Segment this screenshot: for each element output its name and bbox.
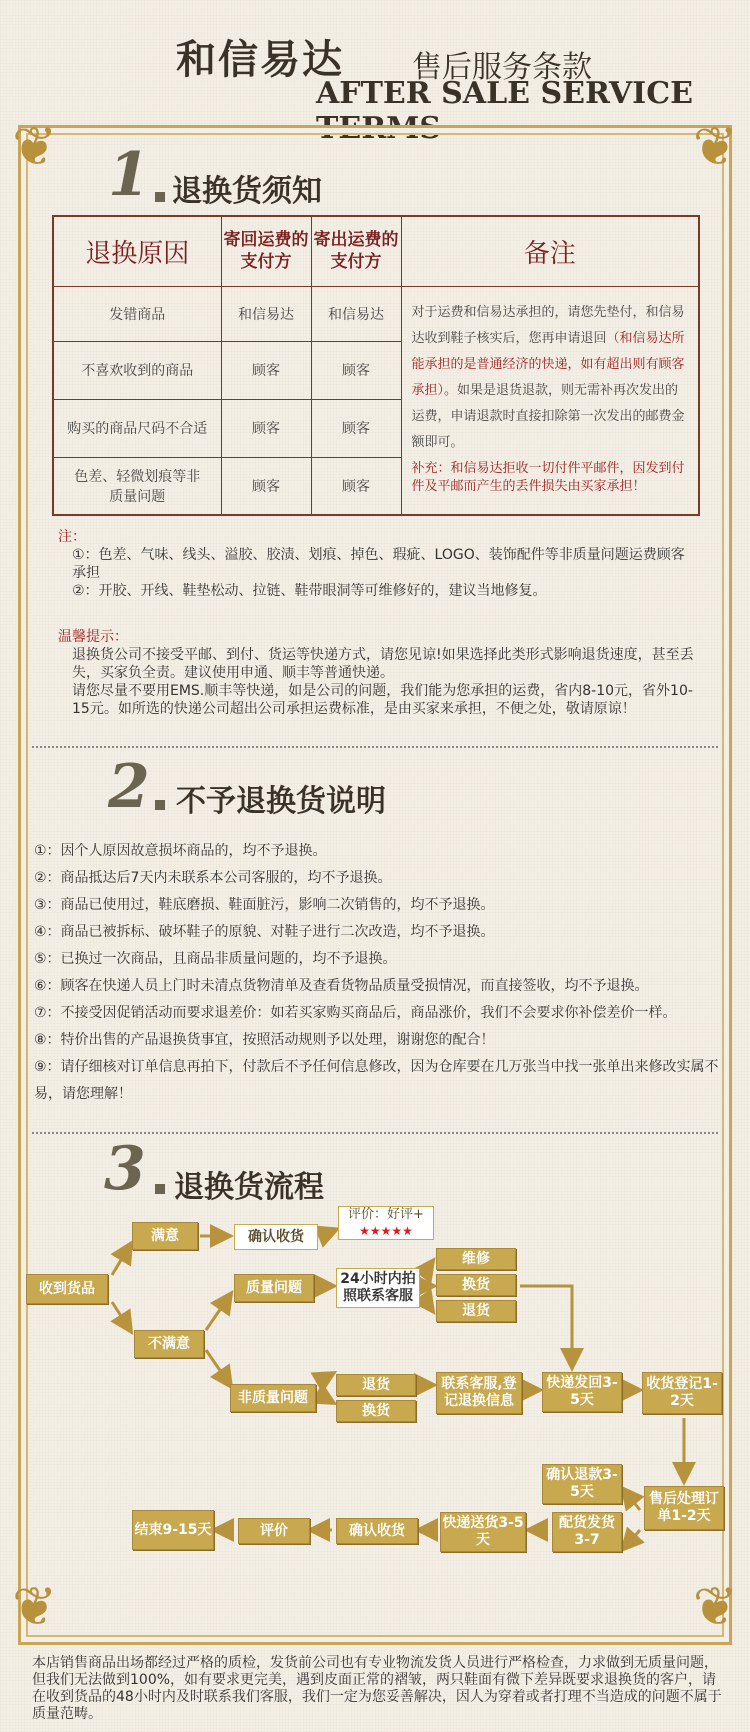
footer-note: 本店销售商品出场都经过严格的质检，发货前公司也有专业物流发货人员进行严格检查，力求做到无质量问题，但我们无法做到100%，如有要求更完美，遇到皮面正常的褶皱，两只鞋面有微下差异既要求退换货的客户，请在收到货品的48小时内及时联系我们客服，我们一定为您妥善解决，因人为穿着或者打理不当造成的问题不属于质量范畴。	[32, 1655, 722, 1722]
table-cell: 顾客	[311, 341, 401, 399]
corner-ornament-icon: ❦	[12, 115, 58, 178]
flow-option-return: 退货	[436, 1300, 516, 1322]
flow-step-prepare-ship: 配货发货3-7	[552, 1512, 622, 1552]
flow-step-photo-contact: 24小时内拍照联系客服	[336, 1268, 420, 1308]
rule-item: ⑤：已换过一次商品，且商品非质量问题的，均不予退换。	[34, 951, 397, 967]
note-item: ②：开胶、开线、鞋垫松动、拉链、鞋带眼洞等可维修好的，建议当地修复。	[72, 583, 547, 599]
tip-item: 请您尽量不要用EMS.顺丰等快递，如是公司的问题，我们能为您承担的运费，省内8-10元，省外10-15元。如所选的快递公司超出公司承担运费标准，是由买家来承担，不便之处，敬请原谅！	[72, 683, 693, 717]
remark-text: 。如果是退货退款，则无需补再次发出的运费，申请退款时直接扣除第一次发出的邮费金额即可。	[411, 383, 685, 451]
brand-title: 和信易达	[176, 36, 344, 83]
flow-step-receive: 收到货品	[26, 1274, 108, 1304]
flow-step-review: 评价	[238, 1518, 310, 1544]
flow-step-confirm-receipt: 确认收货	[234, 1224, 318, 1250]
rule-item: ⑥：顾客在快递人员上门时未清点货物清单及查看货物品质量受损情况，而直接签收，均不予退换。	[34, 978, 649, 994]
star-rating-icon: ★★★★★	[359, 1224, 413, 1238]
flow-step-review-good	[338, 1206, 434, 1240]
rule-item: ③：商品已使用过，鞋底磨损、鞋面脏污，影响二次销售的，均不予退换。	[34, 897, 495, 913]
table-cell: 和信易达	[311, 286, 401, 341]
flow-step-deliver: 快递送货3-5天	[440, 1512, 526, 1552]
flow-step-confirm-receipt-final: 确认收货	[336, 1518, 418, 1544]
flow-step-receive-register: 收货登记1-2天	[642, 1372, 722, 1414]
table-header: 寄回运费的支付方	[221, 216, 311, 286]
table-cell: 顾客	[221, 399, 311, 457]
flow-option-exchange: 换货	[336, 1400, 416, 1422]
table-cell: 顾客	[221, 457, 311, 515]
flow-step-end: 结束9-15天	[132, 1510, 214, 1550]
table-header: 退换原因	[53, 216, 221, 286]
flow-step-confirm-refund: 确认退款3-5天	[542, 1464, 622, 1504]
flow-option-exchange: 换货	[436, 1274, 516, 1296]
rule-item: ④：商品已被拆标、破坏鞋子的原貌、对鞋子进行二次改造，均不予退换。	[34, 924, 495, 940]
flow-step-non-quality: 非质量问题	[230, 1384, 316, 1412]
table-cell: 顾客	[311, 457, 401, 515]
remark-supplement: 补充：和信易达拒收一切付件平邮件，因发到付件及平邮而产生的丢件损失由买家承担！	[411, 461, 685, 495]
flow-step-after-sale: 售后处理订单1-2天	[644, 1486, 724, 1530]
note-label: 注：	[58, 529, 86, 545]
remark-text: 对于运费和信易达承担的，请您先垫付，和信易达收到鞋子核实后，您再申请退回	[411, 305, 685, 347]
section-number: 3	[104, 1134, 146, 1204]
flow-option-repair: 维修	[436, 1248, 516, 1270]
page-subtitle: 售后服务条款	[412, 50, 592, 85]
flow-step-unsatisfied: 不满意	[134, 1330, 204, 1358]
corner-ornament-icon: ❦	[12, 1575, 58, 1638]
table-cell: 购买的商品尺码不合适	[53, 399, 221, 457]
table-cell: 和信易达	[221, 286, 311, 341]
section-number: 1	[108, 140, 150, 210]
table-cell: 不喜欢收到的商品	[53, 341, 221, 399]
table-cell: 发错商品	[53, 286, 221, 341]
tip-label: 温馨提示：	[58, 629, 128, 645]
corner-ornament-icon: ❦	[692, 115, 738, 178]
section-number: 2	[108, 752, 150, 822]
flow-option-return: 退货	[336, 1374, 416, 1396]
flow-step-contact-register: 联系客服,登记退换信息	[436, 1372, 522, 1414]
rule-item: ②：商品抵达后7天内未联系本公司客服的，均不予退换。	[34, 870, 392, 886]
table-cell: 色差、轻微划痕等非质量问题	[53, 457, 221, 515]
rule-item: ①：因个人原因故意损坏商品的，均不予退换。	[34, 843, 327, 859]
table-header: 寄出运费的支付方	[311, 216, 401, 286]
flow-step-quality-issue: 质量问题	[234, 1274, 314, 1302]
note-item: ①：色差、气味、线头、溢胶、胶渍、划痕、掉色、瑕疵、LOGO、装饰配件等非质量问题运费顾客承担	[72, 547, 685, 581]
english-subtitle: AFTER SALE SERVICE TERMS	[316, 76, 693, 146]
flow-step-ship-back: 快递发回3-5天	[542, 1372, 622, 1412]
table-cell: 顾客	[221, 341, 311, 399]
section-title: 不予退换货说明	[176, 784, 386, 819]
rule-item: ⑦：不接受因促销活动而要求退差价：如若买家购买商品后，商品涨价，我们不会要求你补偿差价一样。	[34, 1005, 677, 1021]
tip-item: 退换货公司不接受平邮、到付、货运等快递方式，请您见谅!如果选择此类形式影响退货速度，甚至丢失，买家负全责。建议使用申通、顺丰等普通快递。	[72, 647, 694, 681]
remark-highlight: （和信易达所能承担的是普通经济的快递，如有超出则有顾客承担）	[411, 331, 685, 399]
section-title: 退换货须知	[172, 174, 322, 209]
table-cell: 顾客	[311, 399, 401, 457]
table-header: 备注	[401, 216, 699, 286]
review-text: 评价：好评+	[348, 1207, 424, 1222]
rule-item: ⑨：请仔细核对订单信息再拍下，付款后不予任何信息修改，因为仓库要在几万张当中找一张单出来修改实属不易，请您理解！	[34, 1059, 719, 1102]
section-title: 退换货流程	[174, 1170, 324, 1205]
rule-item: ⑧：特价出售的产品退换货事宜，按照活动规则予以处理，谢谢您的配合！	[34, 1032, 495, 1048]
flow-step-satisfied: 满意	[132, 1222, 198, 1250]
corner-ornament-icon: ❦	[692, 1575, 738, 1638]
